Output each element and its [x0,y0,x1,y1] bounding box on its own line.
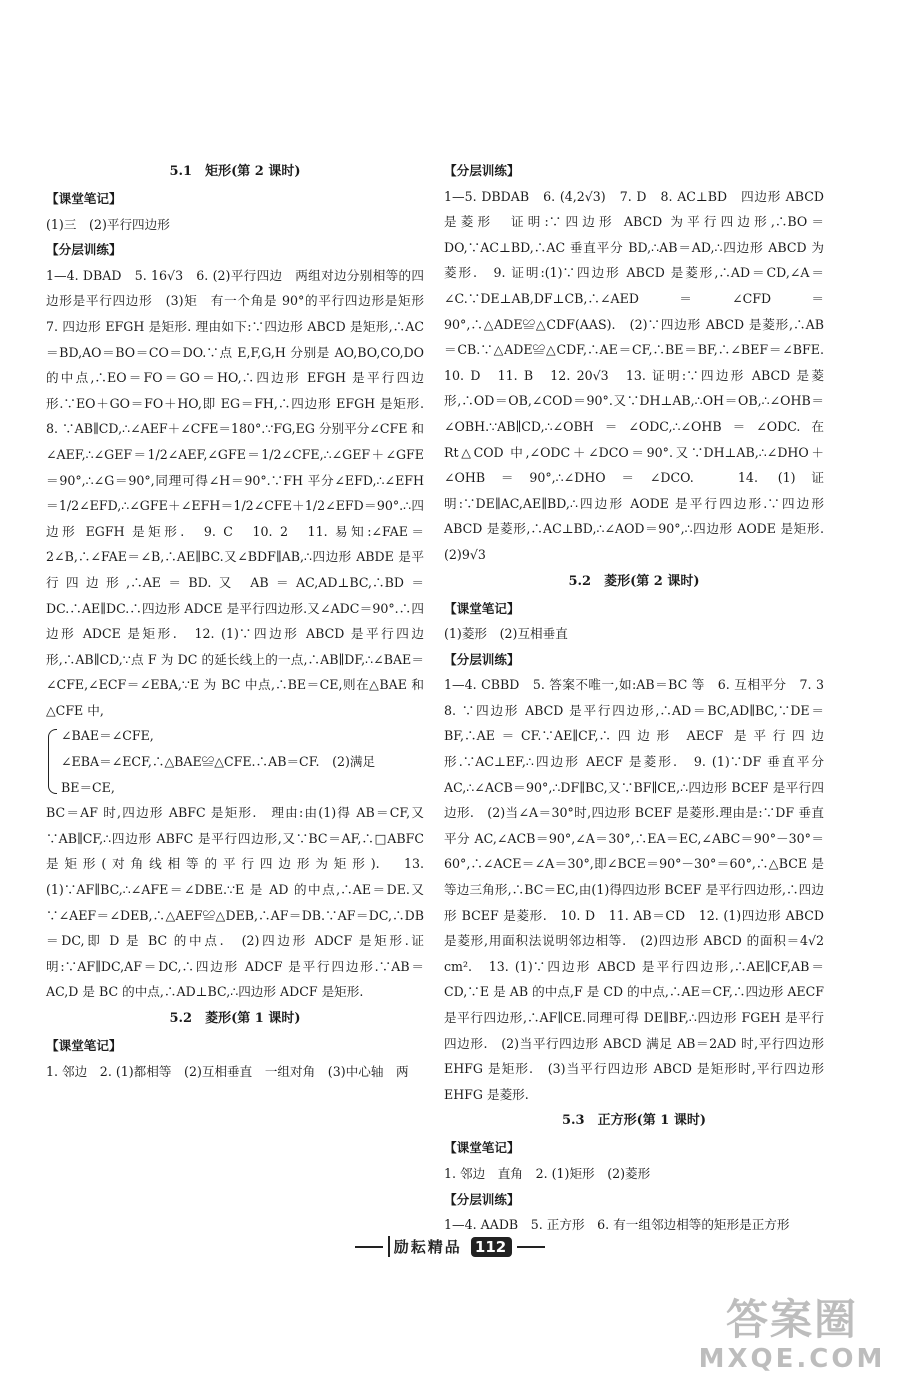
section-title-5-2-1: 5.2 菱形(第 1 课时) [169,1011,301,1026]
classroom-notes-tag: 【课堂笔记】 [444,1140,520,1156]
layered-training-answers: 1—4. DBAD 5. 16√3 6. (2)平行四边 两组对边分别相等的四边形是平行四边形 (3)矩 有一个角是 90°的平行四边形是矩形 7. 四边形 EFGH 是矩形. 理由如下:∵四边形 ABCD 是矩形,∴AC＝BD,AO＝BO＝CO＝DO.∵点 E,F,G,H 分别是 AO,BO,CO,DO 的中点,∴EO＝FO＝GO＝HO,∴四边形 EFGH 是平行四边形.∵EO＋GO＝FO＋HO,即 EG＝FH,∴四边形 EFGH 是矩形. 8. ∵AB∥CD,∴∠AEF＋∠CFE＝180°.∵FG,EG 分别平分∠CFE 和∠AEF,∴∠GEF＝1/2∠AEF,∠GFE＝1/2∠CFE,∴∠GEF＋∠GFE＝90°,∴∠G＝90°,同理可得∠H＝90°.∵FH 平分∠EFD,∴∠EFH＝1/2∠EFD,∴∠GFE＋∠EFH＝1/2∠CFE＋1/2∠EFD＝90°.∴四边形 EGFH 是矩形. 9. C 10. 2 11. 易知:∠FAE＝2∠B,∴∠FAE＝∠B,∴AE∥BC.又∠BDF∥AB,∴四边形 ABDE 是平行四边形,∴AE＝BD.又 AB＝AC,AD⊥BC,∴BD＝DC.∴AE∥DC.∴四边形 ADCE 是平行四边形.又∠ADC＝90°.∴四边形 ADCE 是矩形. 12. (1)∵四边形 ABCD 是平行四边形,∴AB∥CD,∵点 F 为 DC 的延长线上的一点,∴AB∥DF,∴∠BAE＝∠CFE,∠ECF＝∠EBA,∵E 为 BC 中点,∴BE＝CE,则在△BAE 和△CFE 中, [46,267,437,718]
layered-training-tag: 【分层训练】 [444,1191,520,1207]
layered-training-answers: 1—4. AADB 5. 正方形 6. 有一组邻边相等的矩形是正方形 [444,1217,790,1233]
brace-line: BE＝CE, [61,779,115,795]
classroom-notes-answer: 1. 邻边 2. (1)都相等 (2)互相垂直 一组对角 (3)中心轴 两 [46,1063,409,1079]
layered-training-tag: 【分层训练】 [444,651,520,667]
layered-training-answers-cont: BC＝AF 时,四边形 ABFC 是矩形. 理由:由(1)得 AB＝CF,又∵AB∥CF,∴四边形 ABFC 是平行四边形,又∵BC＝AF,∴□ABFC 是矩形(对角线相等的平行四边形为矩形). 13. (1)∵AF∥BC,∴∠AFE＝∠DBE.∵E 是 AD 的中点,∴AE＝DE.又∵∠AEF＝∠DEB,∴△AEF≌△DEB,∴AF＝DB.∵AF＝DC,∴DB＝DC,即 D 是 BC 的中点. (2)四边形 ADCF 是矩形.证明:∵AF∥DC,AF＝DC,∴四边形 ADCF 是平行四边形.∵AB＝AC,D 是 BC 的中点,∴AD⊥BC,∴四边形 ADCF 是矩形. [46,805,424,1000]
brace-bracket [48,729,57,794]
section-title-5-3-1: 5.3 正方形(第 1 课时) [561,1113,707,1129]
watermark-url: MXQE.COM [698,1344,886,1374]
brand-logo: 励耘精品 [388,1236,466,1257]
page-footer [0,1236,900,1257]
layered-training-answers: 1—4. CBBD 5. 答案不唯一,如:AB＝BC 等 6. 互相平分 7. 3 8. ∵四边形 ABCD 是平行四边形,∴AD＝BC,AD∥BC,∵DE＝BF,∴AE＝CF.∵AE∥CF,∴四边形 AECF 是平行四边形.∵AC⊥EF,∴四边形 AECF 是菱形. 9. (1)∵DF 垂直平分 AC,∴∠ACB＝90°,∴DF∥BC,又∵BF∥CE,∴四边形 BCEF 是平行四边形. (2)当∠A＝30°时,四边形 BCEF 是菱形.理由是:∵DF 垂直平分 AC,∠ACB＝90°,∠A＝30°,∴EA＝EC,∠ABC＝90°－30°＝60°,∴∠ACE＝∠A＝30°,即∠BCE＝90°－30°＝60°,∴△BCE 是等边三角形,∴BC＝EC,由(1)得四边形 BCEF 是平行四边形,∴四边形 BCEF 是菱形. 10. D 11. AB＝CD 12. (1)四边形 ABCD 是菱形,用面积法说明邻边相等. (2)四边形 ABCD 的面积＝4√2 cm². 13. (1)∵四边形 ABCD 是平行四边形,∴AE∥CF,AB＝CD,∵E 是 AB 的中点,F 是 CD 的中点,∴AE＝CF,∴四边形 AECF 是平行四边形,∴AF∥CE.同理可得 DE∥BF,∴四边形 FGEH 是平行四边形. (2)当平行四边形 ABCD 满足 AB＝2AD 时,平行四边形 EHFG 是矩形. (3)当平行四边形 ABCD 是矩形时,平行四边形 EHFG 是菱形. [444,677,837,1102]
section-title-5-2-2: 5.2 菱形(第 2 课时) [568,573,700,589]
section-title-5-1: 5.1 矩形(第 2 课时) [169,164,301,179]
classroom-notes-answer: (1)三 (2)平行四边形 [46,216,170,232]
classroom-notes-tag: 【课堂笔记】 [444,600,520,616]
brace-line: ∠EBA＝∠ECF,∴△BAE≌△CFE.∴AB＝CF. (2)满足 [61,754,376,770]
layered-training-answers: 1—5. DBDAB 6. (4,2√3) 7. D 8. AC⊥BD 四边形 ABCD 是菱形 证明:∵四边形 ABCD 为平行四边形,∴BO＝DO,∵AC⊥BD,∴AC 垂直平分 BD,∴AB＝AD,∴四边形 ABCD 为菱形. 9. 证明:(1)∵四边形 ABCD 是菱形,∴AD＝CD,∠A＝∠C.∵DE⊥AB,DF⊥CB,∴∠AED＝∠CFD＝90°,∴△ADE≌△CDF(AAS). (2)∵四边形 ABCD 是菱形,∴AB＝CB.∵△ADE≌△CDF,∴AE＝CF,∴BE＝BF,∴∠BEF＝∠BFE. 10. D 11. B 12. 20√3 13. 证明:∵四边形 ABCD 是菱形,∴OD＝OB,∠COD＝90°.又∵DH⊥AB,∴OH＝OB,∴∠OHB＝∠OBH.∵AB∥CD,∴∠OBH＝∠ODC,∴∠OHB＝∠ODC.在 Rt△COD 中,∠ODC＋∠DCO＝90°.又∵DH⊥AB,∴∠DHO＋∠OHB＝90°,∴∠DHO＝∠DCO. 14. (1)证明:∵DE∥AC,AE∥BD,∴四边形 AODE 是平行四边形.∵四边形 ABCD 是菱形,∴AC⊥BD,∴∠AOD＝90°,∴四边形 AODE 是矩形. (2)9√3 [444,188,837,562]
watermark-main-text: 答案圈 [725,1295,858,1344]
footer-rule-right [517,1246,545,1248]
footer-rule-left [355,1246,383,1248]
layered-training-tag: 【分层训练】 [444,163,520,178]
classroom-notes-answer: 1. 邻边 直角 2. (1)矩形 (2)菱形 [444,1165,651,1181]
classroom-notes-answer: (1)菱形 (2)互相垂直 [444,626,568,642]
watermark-logo [692,1296,892,1386]
classroom-notes-tag: 【课堂笔记】 [46,1038,122,1053]
brace-system [46,723,424,800]
brace-line: ∠BAE＝∠CFE, [61,728,154,744]
layered-training-tag: 【分层训练】 [46,242,122,258]
left-column [46,158,437,1084]
page-number: 112 [471,1237,512,1257]
right-column [444,158,837,1238]
classroom-notes-tag: 【课堂笔记】 [46,191,122,206]
